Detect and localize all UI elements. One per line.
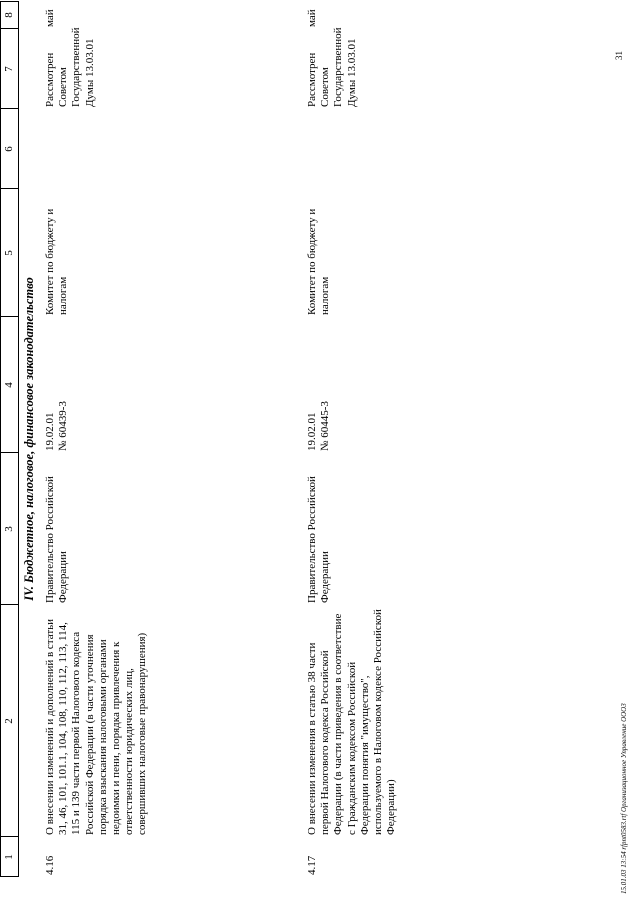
column-header-3: 3 (0, 453, 19, 605)
row-reg-number: № 60445-3 (319, 401, 331, 451)
table-top-border (0, 1, 1, 877)
row-author: Правительство Российской Федерации (306, 476, 332, 603)
header-bottom-border (18, 1, 19, 877)
column-header-7: 7 (0, 29, 19, 109)
column-header-8: 8 (0, 1, 19, 29)
row-date: 19.02.01 (306, 412, 318, 451)
row-reg-number: № 60439-3 (57, 401, 69, 451)
row-status: Рассмотрен Советом Государственной Думы 13.03.01 (306, 27, 358, 107)
row-number: 4.17 (306, 855, 318, 875)
column-divider (0, 28, 18, 29)
row-committee: Комитет по бюджету и налогам (306, 208, 332, 315)
column-header-1: 1 (0, 837, 19, 877)
column-header-5: 5 (0, 189, 19, 317)
row-committee: Комитет по бюджету и налогам (44, 208, 70, 315)
column-divider (0, 316, 18, 317)
column-divider (0, 452, 18, 453)
column-header-4: 4 (0, 317, 19, 453)
column-divider (0, 108, 18, 109)
row-status: Рассмотрен Советом Государственной Думы 13.03.01 (44, 27, 96, 107)
legislation-table (0, 1, 588, 877)
row-date: 19.02.01 (44, 412, 56, 451)
column-divider (0, 188, 18, 189)
column-header-6: 6 (0, 109, 19, 189)
row-title: О внесении изменения в статью 38 части первой Налогового кодекса Российской Федерации (в части приведения в соответствие с Гражданским кодексом Российской Федерации понятия "имущество", используемого в Налоговом кодексе Российской Федерации) (306, 609, 398, 835)
section-title: IV. Бюджетное, налоговое, финансовое законодательство (22, 277, 36, 601)
row-number: 4.16 (44, 855, 56, 875)
page-footer: 15.01.03 13:54 rfpnt0583.rtf Организационное Управление ООО3 (620, 703, 628, 894)
column-divider (0, 876, 18, 877)
page-number: 31 (614, 51, 624, 60)
row-title: О внесении изменений и дополнений в статьи 31, 46, 101, 101.1, 104, 108, 110, 112, 113, 114, 115 и 139 части первой Налогового кодекса Российской Федерации (в части уточнения порядка взыскания налоговыми органами недоимки и пени, порядка привлечения к ответственности юридических лиц, совершивших налоговые правонарушения) (44, 618, 149, 835)
column-header-2: 2 (0, 605, 19, 837)
row-month: май (44, 9, 56, 27)
column-divider (0, 1, 18, 2)
column-divider (0, 836, 18, 837)
column-divider (0, 604, 18, 605)
row-month: май (306, 9, 318, 27)
row-author: Правительство Российской Федерации (44, 476, 70, 603)
